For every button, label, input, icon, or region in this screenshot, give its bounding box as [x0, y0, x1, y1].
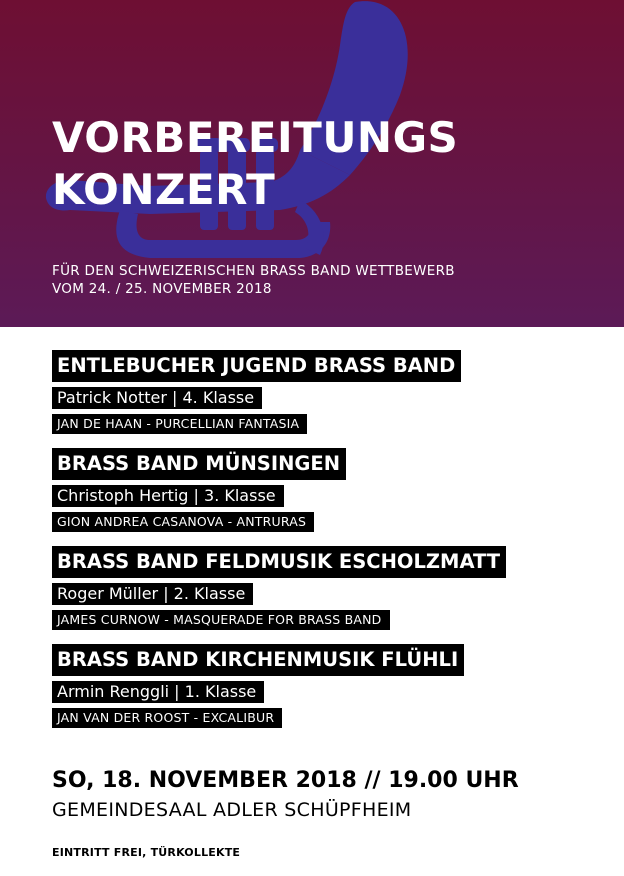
band-entry [52, 644, 612, 728]
band-entry [52, 350, 612, 434]
band-name: BRASS BAND MÜNSINGEN [52, 448, 346, 480]
band-entry [52, 448, 612, 532]
band-piece: JAN VAN DER ROOST - EXCALIBUR [52, 708, 282, 728]
entry-note: EINTRITT FREI, TÜRKOLLEKTE [52, 846, 241, 859]
subtitle [52, 262, 455, 298]
band-name: BRASS BAND FELDMUSIK ESCHOLZMATT [52, 546, 506, 578]
subtitle-line-2: VOM 24. / 25. NOVEMBER 2018 [52, 281, 272, 297]
subtitle-line-1: FÜR DEN SCHWEIZERISCHEN BRASS BAND WETTBEWERB [52, 263, 455, 279]
band-piece: GION ANDREA CASANOVA - ANTRURAS [52, 512, 314, 532]
band-name: ENTLEBUCHER JUGEND BRASS BAND [52, 350, 461, 382]
poster-header [0, 0, 624, 327]
band-piece: JAMES CURNOW - MASQUERADE FOR BRASS BAND [52, 610, 390, 630]
band-name: BRASS BAND KIRCHENMUSIK FLÜHLI [52, 644, 464, 676]
band-conductor: Armin Renggli | 1. Klasse [52, 681, 264, 703]
band-conductor: Patrick Notter | 4. Klasse [52, 387, 262, 409]
band-conductor: Christoph Hertig | 3. Klasse [52, 485, 284, 507]
event-info [52, 766, 519, 824]
band-piece: JAN DE HAAN - PURCELLIAN FANTASIA [52, 414, 307, 434]
event-venue: GEMEINDESAAL ADLER SCHÜPFHEIM [52, 799, 412, 821]
band-entry [52, 546, 612, 630]
title-line-1: VORBEREITUNGS [52, 113, 459, 162]
page-title [52, 112, 458, 216]
band-list [52, 350, 612, 742]
event-date-time: SO, 18. NOVEMBER 2018 // 19.00 UHR [52, 768, 519, 793]
band-conductor: Roger Müller | 2. Klasse [52, 583, 253, 605]
title-line-2: KONZERT [52, 165, 276, 214]
